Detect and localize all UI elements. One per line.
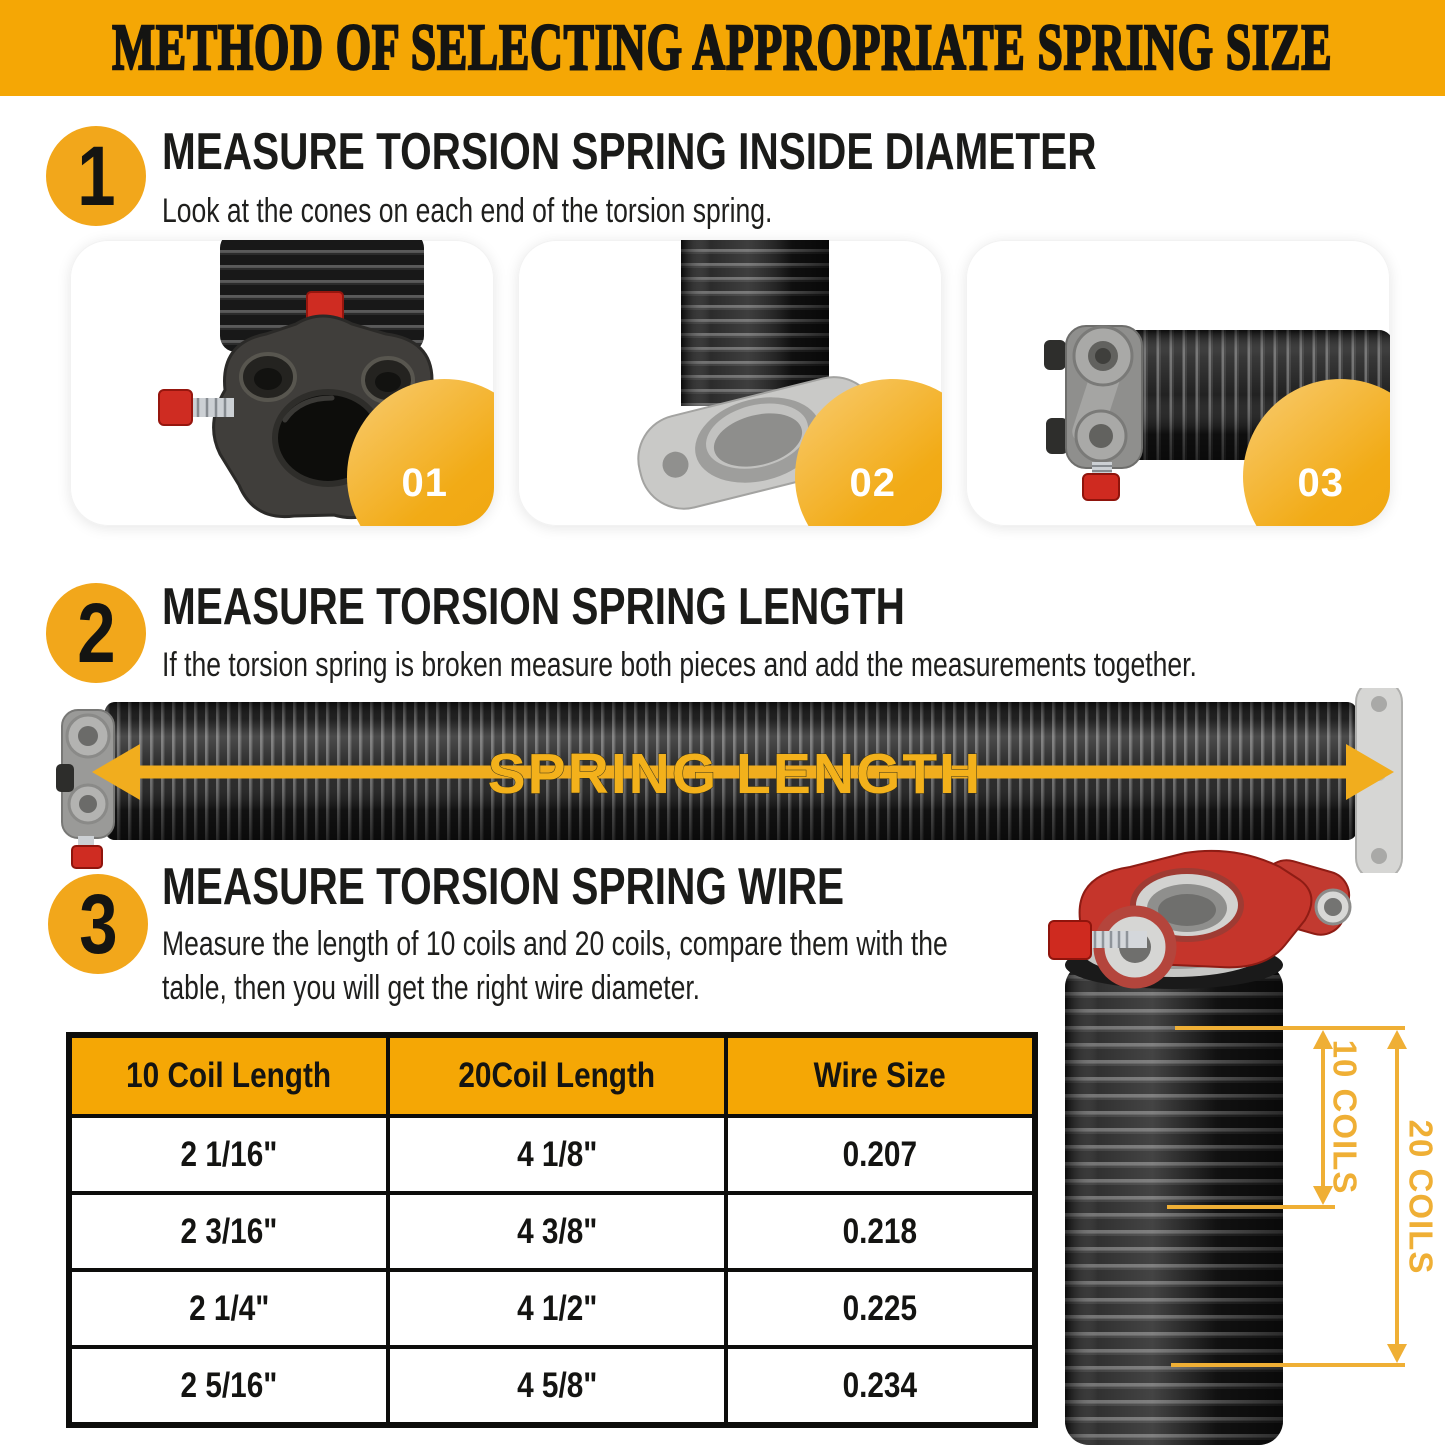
cell-10coil: 2 1/4" xyxy=(69,1270,388,1347)
cast-cone-side xyxy=(1044,326,1142,468)
cell-20coil: 4 3/8" xyxy=(388,1193,726,1270)
step3-number: 3 xyxy=(78,876,118,971)
step1-subtitle: Look at the cones on each end of the torsion spring. xyxy=(162,192,773,230)
cell-wire: 0.234 xyxy=(726,1347,1035,1425)
cell-wire: 0.218 xyxy=(726,1193,1035,1270)
photo-card-winding-cone-side xyxy=(966,240,1390,526)
photo-card-stationary-cone xyxy=(518,240,942,526)
table-row xyxy=(69,1116,1035,1193)
step3-subtitle-line1: Measure the length of 10 coils and 20 coils, compare them with the xyxy=(162,925,948,963)
step2-number-badge xyxy=(46,583,146,683)
table-row xyxy=(69,1193,1035,1270)
header-20-coil-length: 20Coil Length xyxy=(388,1035,726,1116)
table-body xyxy=(69,1116,1035,1425)
spring-length-label: SPRING LENGTH xyxy=(487,742,983,806)
step2-number: 2 xyxy=(76,585,116,680)
photo-card-winding-cone-front xyxy=(70,240,494,526)
cell-10coil: 2 5/16" xyxy=(69,1347,388,1425)
cell-10coil: 2 3/16" xyxy=(69,1193,388,1270)
table-row xyxy=(69,1270,1035,1347)
step3-number-badge xyxy=(48,874,148,974)
step3-subtitle-line2: table, then you will get the right wire diameter. xyxy=(162,969,701,1007)
step1-number: 1 xyxy=(76,128,116,223)
photo-badge-number: 03 xyxy=(1297,461,1344,505)
cell-10coil: 2 1/16" xyxy=(69,1116,388,1193)
cell-wire: 0.207 xyxy=(726,1116,1035,1193)
spring-coils-vertical xyxy=(681,240,829,406)
step1-number-badge xyxy=(46,126,146,226)
table-row xyxy=(69,1347,1035,1425)
table-header-row xyxy=(69,1035,1035,1116)
banner xyxy=(0,0,1445,96)
header-10-coil-length: 10 Coil Length xyxy=(69,1035,388,1116)
header-wire-size: Wire Size xyxy=(726,1035,1035,1116)
cell-20coil: 4 1/8" xyxy=(388,1116,726,1193)
twenty-coils-label: 20 COILS xyxy=(1402,1119,1440,1275)
step2-title: MEASURE TORSION SPRING LENGTH xyxy=(162,578,905,636)
photo-badge-number: 01 xyxy=(401,461,448,505)
table-header xyxy=(69,1035,1035,1116)
cell-wire: 0.225 xyxy=(726,1270,1035,1347)
step2-subtitle: If the torsion spring is broken measure both pieces and add the measurements together. xyxy=(162,646,1197,684)
step1-photo-row xyxy=(70,240,1390,526)
step1-title: MEASURE TORSION SPRING INSIDE DIAMETER xyxy=(162,123,1097,181)
step3-title: MEASURE TORSION SPRING WIRE xyxy=(162,858,845,916)
banner-title: METHOD OF SELECTING APPROPRIATE SPRING SIZE xyxy=(112,11,1333,84)
wire-size-table xyxy=(66,1032,1038,1428)
photo-badge-number: 02 xyxy=(849,461,896,505)
left-winding-cone xyxy=(56,710,114,868)
cell-20coil: 4 1/2" xyxy=(388,1270,726,1347)
cell-20coil: 4 5/8" xyxy=(388,1347,726,1425)
ten-coils-label: 10 COILS xyxy=(1326,1039,1364,1195)
